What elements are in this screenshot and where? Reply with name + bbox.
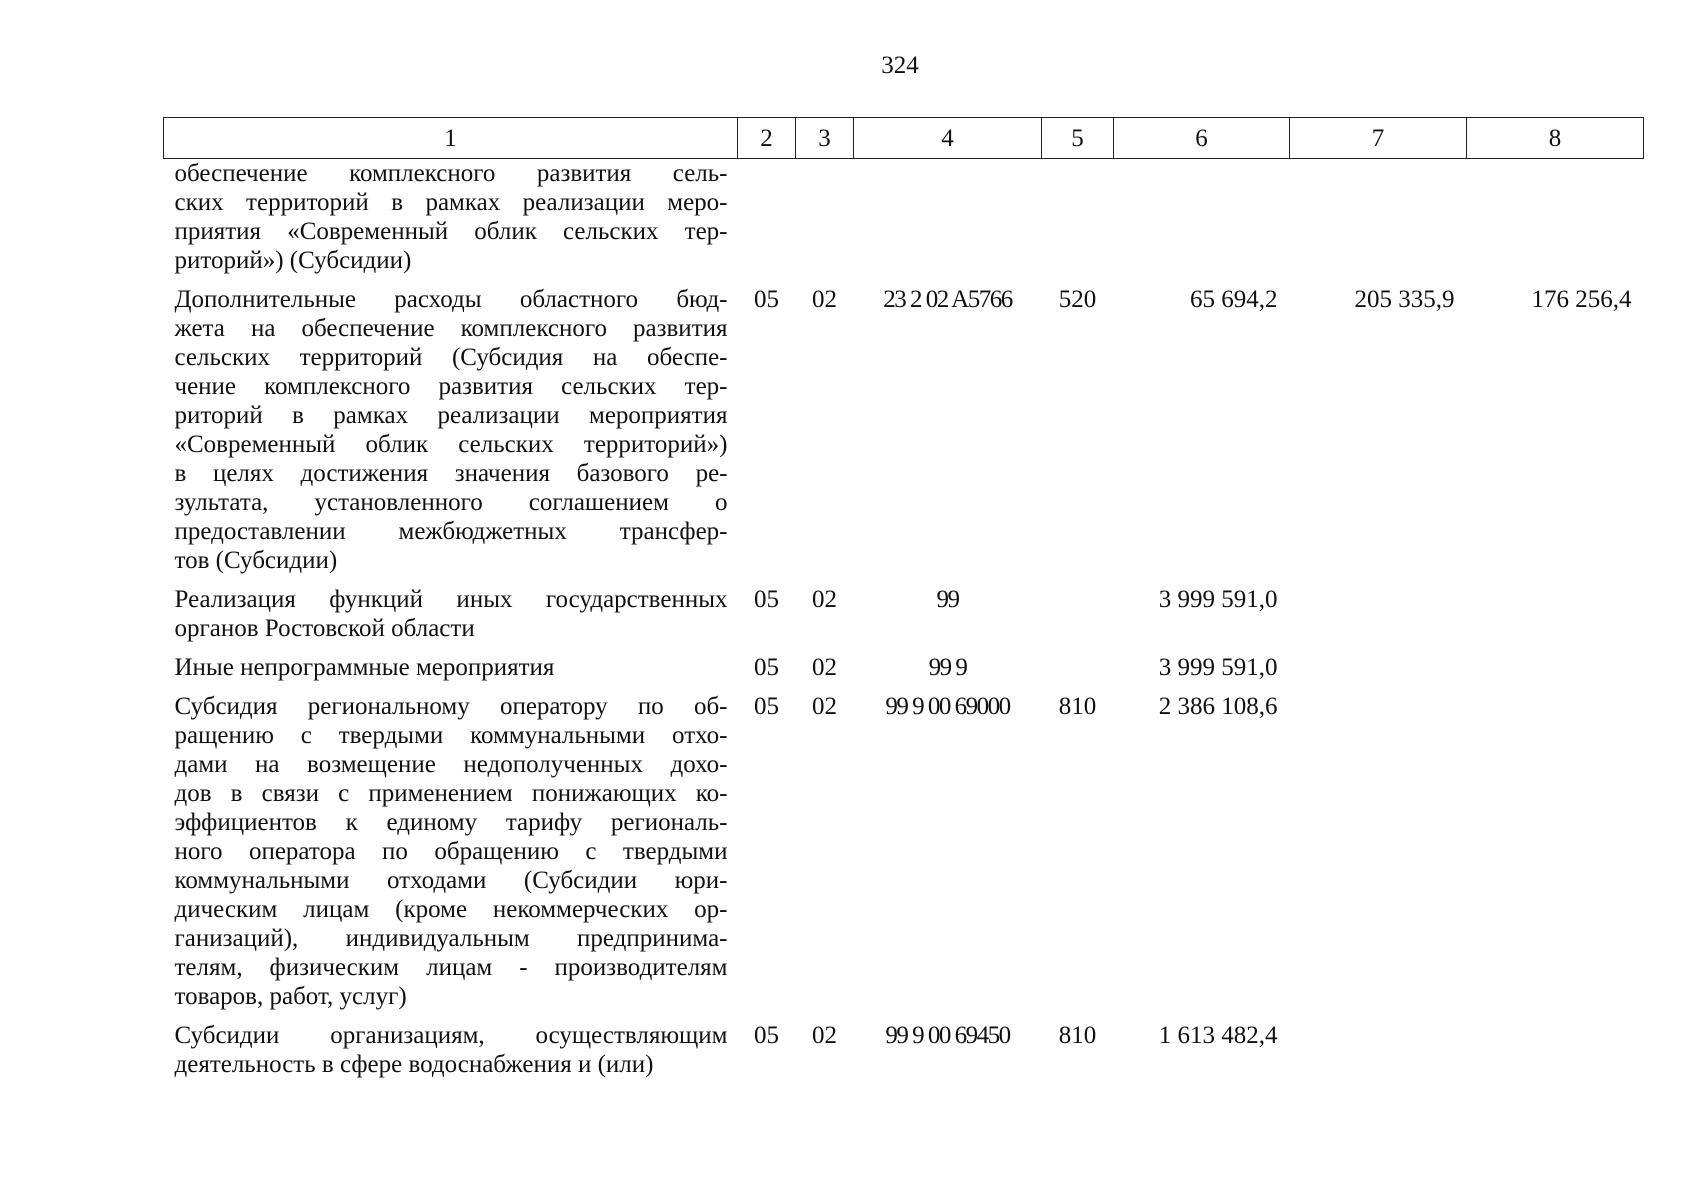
row-description — [164, 1021, 738, 1089]
page-number: 324 — [881, 52, 919, 79]
description-line: предоставлении межбюджетных трансфер- — [174, 518, 728, 545]
budget-table — [163, 117, 1644, 1089]
description-line: Субсидии организациям, осуществляющим — [174, 1022, 728, 1049]
row-description — [164, 653, 738, 692]
description-line: обеспечение комплексного развития сель- — [174, 160, 728, 187]
description-line: органов Ростовской области — [174, 615, 475, 642]
section-code: 05 — [754, 286, 779, 313]
header-col-5: 5 — [1042, 118, 1114, 159]
amount-year-1: 65 694,2 — [1190, 286, 1278, 313]
amount-year-3 — [1467, 585, 1644, 653]
section-code: 05 — [754, 1022, 779, 1049]
subsection-code: 02 — [812, 286, 837, 313]
header-col-8: 8 — [1467, 118, 1644, 159]
table-row — [164, 585, 1644, 653]
section-code: 05 — [754, 654, 779, 681]
expense-type-code: 810 — [1058, 693, 1097, 720]
amount-year-1 — [1114, 159, 1290, 286]
table-header — [164, 118, 1644, 159]
expense-type-code — [1042, 159, 1114, 286]
subsection-code: 02 — [812, 693, 837, 720]
target-article-code: 99 9 00 69000 — [885, 693, 1010, 720]
amount-year-1: 2 386 108,6 — [1158, 693, 1278, 720]
header-col-2: 2 — [738, 118, 796, 159]
description-line: эффициентов к единому тарифу региональ- — [174, 809, 728, 836]
amount-year-2 — [1290, 692, 1467, 1021]
subsection-code — [796, 159, 854, 286]
description-line: ганизаций), индивидуальным предпринима- — [174, 925, 728, 952]
description-line: «Современный облик сельских территорий») — [174, 431, 728, 458]
amount-year-3 — [1467, 653, 1644, 692]
header-col-3: 3 — [796, 118, 854, 159]
header-col-7: 7 — [1290, 118, 1467, 159]
expense-type-code: 520 — [1058, 286, 1097, 313]
expense-type-code: 810 — [1058, 1022, 1097, 1049]
description-line: дов в связи с применением понижающих ко- — [174, 780, 728, 807]
section-code: 05 — [754, 586, 779, 613]
description-line: жета на обеспечение комплексного развития — [174, 315, 728, 342]
row-description — [164, 585, 738, 653]
section-code: 05 — [754, 693, 779, 720]
table-row — [164, 159, 1644, 286]
description-line: в целях достижения значения базового ре- — [174, 460, 728, 487]
subsection-code: 02 — [812, 654, 837, 681]
description-line: Субсидия региональному оператору по об- — [174, 693, 728, 720]
target-article-code: 23 2 02 A5766 — [883, 286, 1012, 313]
description-line: дическим лицам (кроме некоммерческих ор- — [174, 896, 728, 923]
description-line: риторий») (Субсидии) — [174, 247, 412, 274]
amount-year-3 — [1467, 1021, 1644, 1089]
amount-year-2: 205 335,9 — [1354, 286, 1455, 313]
description-line: Реализация функций иных государственных — [174, 586, 728, 613]
amount-year-2 — [1290, 585, 1467, 653]
target-article-code: 99 9 — [928, 654, 967, 681]
subsection-code: 02 — [812, 586, 837, 613]
description-line: сельских территорий (Субсидия на обеспе- — [174, 344, 728, 371]
description-line: Иные непрограммные мероприятия — [174, 654, 555, 681]
expense-type-code — [1042, 653, 1114, 692]
description-line: тов (Субсидии) — [174, 547, 338, 574]
description-line: коммунальными отходами (Субсидии юри- — [174, 867, 728, 894]
amount-year-1: 1 613 482,4 — [1158, 1022, 1278, 1049]
header-col-1: 1 — [164, 118, 738, 159]
header-col-4: 4 — [854, 118, 1042, 159]
description-line: риторий в рамках реализации мероприятия — [174, 402, 728, 429]
amount-year-2 — [1290, 653, 1467, 692]
target-article-code: 99 9 00 69450 — [885, 1022, 1010, 1049]
target-article-code: 99 — [936, 586, 959, 613]
description-line: телям, физическим лицам - производителям — [174, 954, 728, 981]
description-line: чение комплексного развития сельских тер- — [174, 373, 728, 400]
table-body — [164, 159, 1644, 1090]
description-line: Дополнительные расходы областного бюд- — [174, 286, 728, 313]
description-line: ских территорий в рамках реализации меро- — [174, 189, 728, 216]
header-col-6: 6 — [1114, 118, 1290, 159]
row-description — [164, 285, 738, 585]
description-line: ного оператора по обращению с твердыми — [174, 838, 728, 865]
table-row — [164, 653, 1644, 692]
description-line: ращению с твердыми коммунальными отхо- — [174, 722, 728, 749]
row-description — [164, 159, 738, 286]
description-line: деятельность в сфере водоснабжения и (или) — [174, 1051, 654, 1078]
amount-year-2 — [1290, 1021, 1467, 1089]
description-line: дами на возмещение недополученных дохо- — [174, 751, 728, 778]
amount-year-3 — [1467, 159, 1644, 286]
expense-type-code — [1042, 585, 1114, 653]
table-row — [164, 692, 1644, 1021]
description-line: зультата, установленного соглашением о — [174, 489, 728, 516]
table-row — [164, 1021, 1644, 1089]
row-description — [164, 692, 738, 1021]
description-line: приятия «Современный облик сельских тер- — [174, 218, 728, 245]
section-code — [738, 159, 796, 286]
amount-year-2 — [1290, 159, 1467, 286]
amount-year-3 — [1467, 692, 1644, 1021]
subsection-code: 02 — [812, 1022, 837, 1049]
description-line: товаров, работ, услуг) — [174, 983, 407, 1010]
table-row — [164, 285, 1644, 585]
amount-year-1: 3 999 591,0 — [1158, 586, 1278, 613]
target-article-code — [854, 159, 1042, 286]
amount-year-3: 176 256,4 — [1531, 286, 1632, 313]
amount-year-1: 3 999 591,0 — [1158, 654, 1278, 681]
